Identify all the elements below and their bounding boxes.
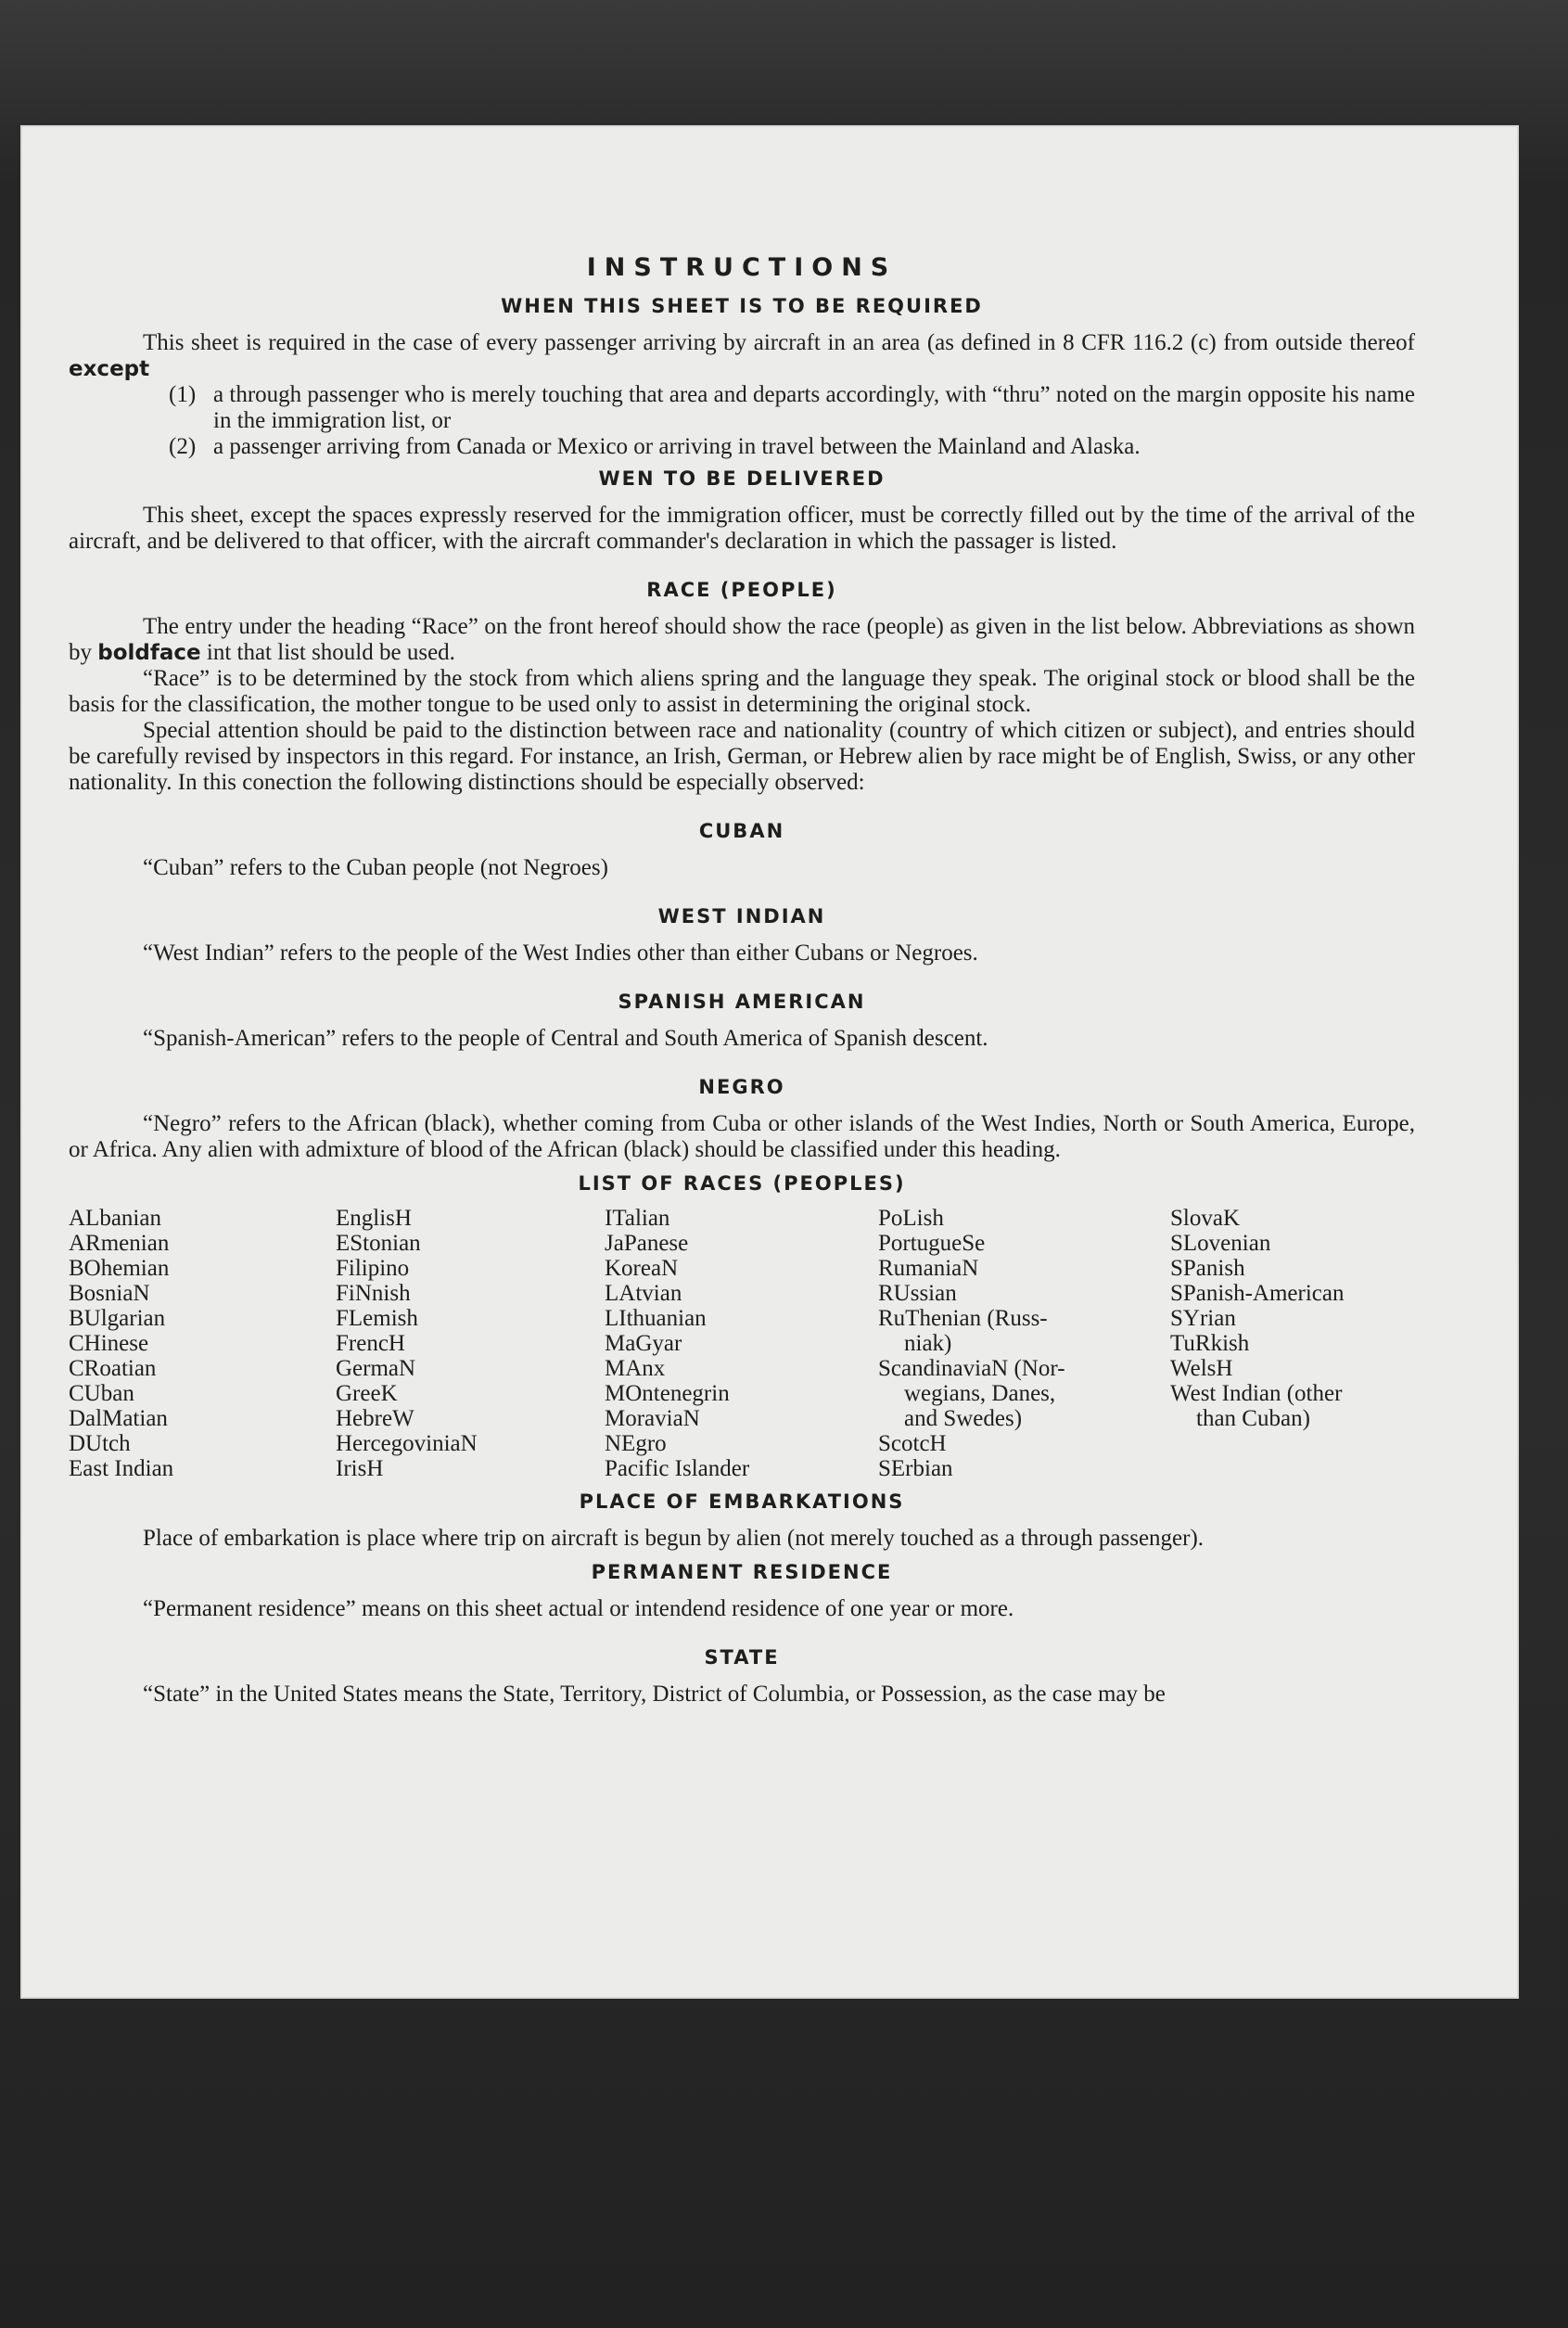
heading-delivered: WEN TO BE DELIVERED (598, 467, 886, 490)
race-item: SYrian (1170, 1306, 1236, 1331)
heading-cuban: CUBAN (698, 820, 785, 842)
race-item: TuRkish (1170, 1331, 1250, 1356)
race-item-continuation: niak) (904, 1331, 952, 1356)
race-item: EStonian (336, 1231, 421, 1256)
race-item: NEgro (605, 1431, 667, 1456)
race-list (69, 1206, 1415, 1481)
race-item: RUssian (878, 1281, 957, 1306)
race-item: PoLish (878, 1206, 944, 1231)
race-item-continuation: than Cuban) (1196, 1406, 1310, 1431)
boldface-bold: boldface (97, 641, 201, 665)
race-item: SLovenian (1170, 1231, 1271, 1256)
race-item: CUban (69, 1381, 134, 1406)
race-item: SPanish (1170, 1256, 1245, 1281)
race-item: BOhemian (69, 1256, 170, 1281)
race-paragraph-2: “Race” is to be determined by the stock from which aliens spring and the language they speak. The original stock or blood shall be the basis for the classification, the mother tongue to be used only to assist in determining the original stock. (69, 666, 1415, 717)
race-item: ARmenian (69, 1231, 170, 1256)
delivered-text: This sheet, except the spaces expressly reserved for the immigration officer, must be correctly filled out by the time of the arrival of the aircraft, and be delivered to that officer, with the aircraft commander's declaration in which the passager is listed. (69, 503, 1415, 554)
race-item: SPanish-American (1170, 1281, 1345, 1306)
race-item: CRoatian (69, 1356, 157, 1381)
race-column (878, 1206, 1170, 1481)
race-column (1170, 1206, 1415, 1481)
race-item: Filipino (336, 1256, 410, 1281)
sheet-content (69, 253, 1415, 1708)
race-item: GreeK (336, 1381, 398, 1406)
race-item: MaGyar (605, 1331, 682, 1356)
race-column (605, 1206, 878, 1481)
race-paragraph-3: Special attention should be paid to the distinction between race and nationality (country of which citizen or subject), and entries should be carefully revised by inspectors in this regard. For instance, an Irish, German, or Hebrew alien by race might be of English, Swiss, or any other nationality. In this conection the following distinctions should be especially observed: (69, 718, 1415, 795)
exception-list (169, 382, 1415, 460)
exception-item: (2) a passenger arriving from Canada or Mexico or arriving in travel between the Mainland and Alaska. (169, 434, 1141, 459)
race-item: DalMatian (69, 1406, 168, 1431)
race-item: MoraviaN (605, 1406, 700, 1431)
race-item: LIthuanian (605, 1306, 707, 1331)
exception-item: (1) a through passenger who is merely touching that area and departs accordingly, with “thru” noted on the margin opposite his name in the immigration list, or (169, 382, 1415, 433)
heading-required: WHEN THIS SHEET IS TO BE REQUIRED (501, 295, 983, 317)
race-item-continuation: wegians, Danes, (904, 1381, 1056, 1406)
race-item: BosniaN (69, 1281, 150, 1306)
race-item: KoreaN (605, 1256, 679, 1281)
race-item-continuation: and Swedes) (904, 1406, 1023, 1431)
heading-negro: NEGRO (698, 1076, 785, 1098)
race-item: MOntenegrin (605, 1381, 730, 1406)
except-bold: except (69, 357, 150, 381)
race-column (336, 1206, 605, 1481)
race-item: FrencH (336, 1331, 405, 1356)
race-item: SErbian (878, 1456, 953, 1481)
race-item: ScandinaviaN (Nor- (878, 1356, 1065, 1381)
race-item: MAnx (605, 1356, 666, 1381)
residence-text: “Permanent residence” means on this sheet actual or intendend residence of one year or more. (143, 1596, 1014, 1621)
heading-embarkation: PLACE OF EMBARKATIONS (579, 1490, 905, 1513)
negro-text: “Negro” refers to the African (black), whether coming from Cuba or other islands of the West Indies, North or South America, Europe, or Africa. Any alien with admixture of blood of the African (black) should be classified under this heading. (69, 1111, 1415, 1162)
race-item: EnglisH (336, 1206, 412, 1231)
heading-state: STATE (704, 1646, 780, 1669)
race-item: HebreW (336, 1406, 414, 1431)
spanish-american-text: “Spanish-American” refers to the people of Central and South America of Spanish descent. (143, 1026, 988, 1051)
heading-race: RACE (PEOPLE) (646, 579, 837, 601)
instruction-sheet (20, 125, 1519, 1999)
race-item: RuThenian (Russ- (878, 1306, 1048, 1331)
race-item: BUlgarian (69, 1306, 166, 1331)
required-intro: This sheet is required in the case of every passenger arriving by aircraft in an area (as defined in 8 CFR 116.2 (c) from outside thereof except (69, 330, 1415, 381)
race-item: West Indian (other (1170, 1381, 1343, 1406)
race-item: East Indian (69, 1456, 174, 1481)
race-item: IrisH (336, 1456, 384, 1481)
race-paragraph-1: The entry under the heading “Race” on the front hereof should show the race (people) as given in the list below. Abbreviations as shown by boldface int that list should be used. (69, 614, 1415, 665)
state-text: “State” in the United States means the State, Territory, District of Columbia, or Possession, as the case may be (143, 1682, 1166, 1707)
race-item: HercegoviniaN (336, 1431, 478, 1456)
embarkation-text: Place of embarkation is place where trip on aircraft is begun by alien (not merely touched as a through passenger). (143, 1526, 1205, 1551)
heading-west-indian: WEST INDIAN (657, 905, 826, 927)
race-item: JaPanese (605, 1231, 689, 1256)
race-item: SlovaK (1170, 1206, 1240, 1231)
heading-permanent-residence: PERMANENT RESIDENCE (591, 1561, 893, 1583)
race-item: Pacific Islander (605, 1456, 750, 1481)
race-column (69, 1206, 336, 1481)
west-indian-text: “West Indian” refers to the people of the West Indies other than either Cubans or Negroes. (143, 940, 978, 966)
race-item: FiNnish (336, 1281, 411, 1306)
race-item: ScotcH (878, 1431, 947, 1456)
race-item: FLemish (336, 1306, 418, 1331)
heading-list-of-races: LIST OF RACES (PEOPLES) (578, 1172, 906, 1195)
race-item: GermaN (336, 1356, 416, 1381)
race-item: ALbanian (69, 1206, 161, 1231)
race-item: DUtch (69, 1431, 131, 1456)
race-item: LAtvian (605, 1281, 682, 1306)
race-item: ITalian (605, 1206, 670, 1231)
race-item: CHinese (69, 1331, 149, 1356)
race-item: WelsH (1170, 1356, 1233, 1381)
race-item: RumaniaN (878, 1256, 979, 1281)
cuban-text: “Cuban” refers to the Cuban people (not Negroes) (143, 855, 608, 880)
race-item: PortugueSe (878, 1231, 986, 1256)
page-title: INSTRUCTIONS (586, 253, 898, 282)
heading-spanish-american: SPANISH AMERICAN (618, 991, 866, 1013)
